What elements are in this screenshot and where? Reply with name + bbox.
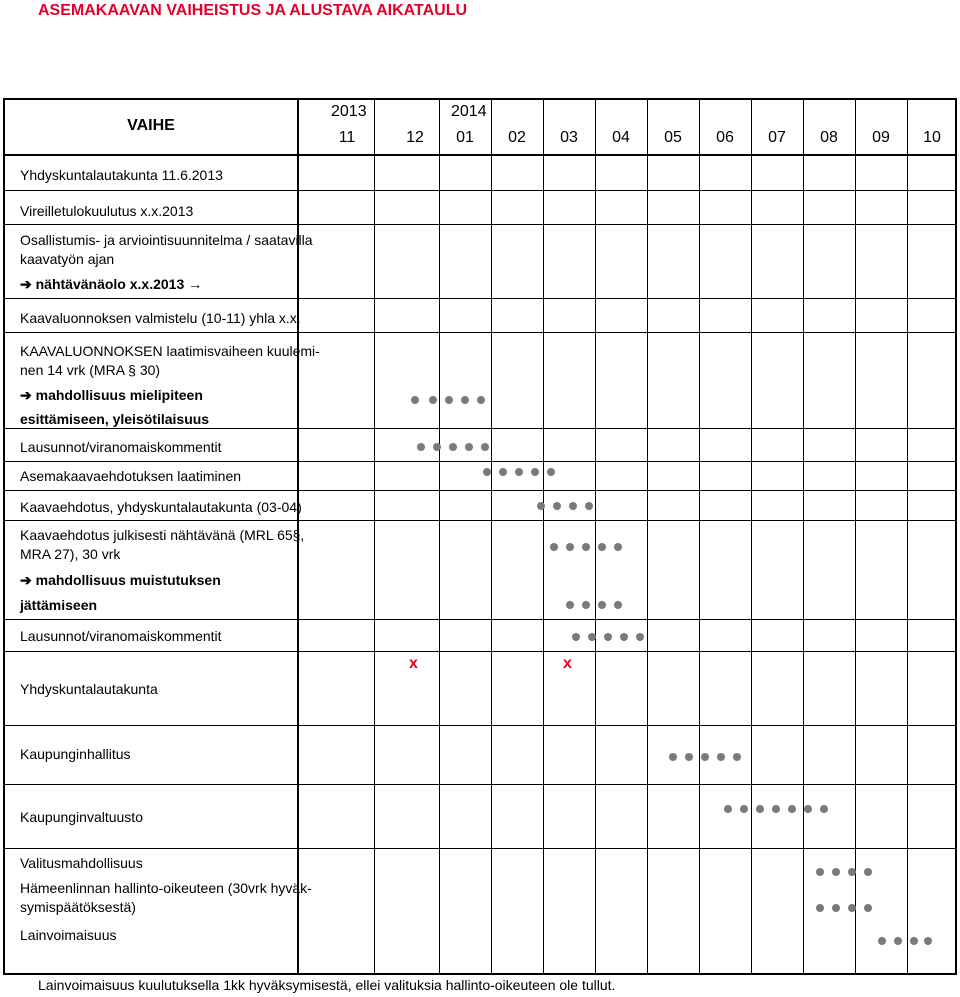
- month-header: 12: [406, 129, 424, 146]
- phase-label: ➔ mahdollisuus muistutuksen: [20, 572, 221, 588]
- month-header: 08: [820, 129, 838, 146]
- phase-label: Lausunnot/viranomaiskommentit: [20, 439, 222, 455]
- month-header: 02: [508, 129, 526, 146]
- schedule-dot: [417, 443, 425, 451]
- schedule-dot: [572, 633, 580, 641]
- column-divider: [543, 100, 544, 973]
- schedule-dot: [411, 396, 419, 404]
- schedule-dot: [449, 443, 457, 451]
- column-divider: [595, 100, 596, 973]
- phase-label: KAAVALUONNOKSEN laatimisvaiheen kuulemi-: [20, 343, 320, 359]
- schedule-dot: [553, 502, 561, 510]
- schedule-dot: [588, 633, 596, 641]
- phase-label: symispäätöksestä): [20, 899, 136, 915]
- row-divider: [5, 190, 955, 191]
- year-header-2013: 2013: [331, 103, 367, 120]
- meeting-mark: x: [563, 655, 572, 672]
- schedule-dot: [816, 868, 824, 876]
- row-divider: [5, 784, 955, 785]
- schedule-dot: [614, 601, 622, 609]
- schedule-dot: [481, 443, 489, 451]
- schedule-dot: [832, 904, 840, 912]
- phase-label: Kaupunginvaltuusto: [20, 809, 143, 825]
- month-header: 04: [612, 129, 630, 146]
- phase-label: Asemakaavaehdotuksen laatiminen: [20, 468, 242, 484]
- schedule-dot: [832, 868, 840, 876]
- row-divider: [5, 490, 955, 491]
- column-divider: [803, 100, 804, 973]
- schedule-dot: [598, 543, 606, 551]
- schedule-dot: [499, 468, 507, 476]
- schedule-dot: [756, 805, 764, 813]
- phase-label: Hämeenlinnan hallinto-oikeuteen (30vrk hyväk-: [20, 880, 312, 896]
- column-divider: [439, 100, 440, 973]
- schedule-dot: [820, 805, 828, 813]
- schedule-dot: [788, 805, 796, 813]
- schedule-dot: [685, 753, 693, 761]
- schedule-dot: [701, 753, 709, 761]
- month-header: 09: [872, 129, 890, 146]
- phase-label: Kaupunginhallitus: [20, 746, 131, 762]
- row-divider: [5, 651, 955, 652]
- phase-label: Vireilletulokuulutus x.x.2013: [20, 203, 194, 219]
- schedule-dot: [669, 753, 677, 761]
- schedule-dot: [724, 805, 732, 813]
- column-divider: [907, 100, 908, 973]
- month-header: 05: [664, 129, 682, 146]
- page-title: ASEMAKAAVAN VAIHEISTUS JA ALUSTAVA AIKATAULU: [38, 2, 468, 19]
- phase-label: ➔ nähtävänäolo x.x.2013 →: [20, 276, 203, 292]
- schedule-dot: [531, 468, 539, 476]
- schedule-dot: [804, 805, 812, 813]
- schedule-dot: [585, 502, 593, 510]
- schedule-dot: [477, 396, 485, 404]
- phase-label: Lausunnot/viranomaiskommentit: [20, 628, 222, 644]
- schedule-dot: [740, 805, 748, 813]
- schedule-dot: [445, 396, 453, 404]
- phase-label: Yhdyskuntalautakunta: [20, 681, 158, 697]
- phase-label: Osallistumis- ja arviointisuunnitelma / saatavilla: [20, 232, 313, 248]
- schedule-table: [3, 98, 957, 975]
- schedule-dot: [620, 633, 628, 641]
- phase-label: MRA 27), 30 vrk: [20, 546, 121, 562]
- schedule-dot: [604, 633, 612, 641]
- schedule-dot: [816, 904, 824, 912]
- column-divider: [699, 100, 700, 973]
- row-divider: [5, 224, 955, 225]
- month-header: 07: [768, 129, 786, 146]
- year-header-2014: 2014: [451, 103, 487, 120]
- phase-label: Valitusmahdollisuus: [20, 855, 143, 871]
- header-divider: [5, 154, 955, 156]
- phase-label: nen 14 vrk (MRA § 30): [20, 362, 161, 378]
- schedule-dot: [733, 753, 741, 761]
- row-divider: [5, 332, 955, 333]
- schedule-dot: [717, 753, 725, 761]
- schedule-dot: [582, 601, 590, 609]
- schedule-dot: [772, 805, 780, 813]
- schedule-dot: [465, 443, 473, 451]
- phase-label: ➔ mahdollisuus mielipiteen: [20, 387, 203, 403]
- schedule-dot: [547, 468, 555, 476]
- schedule-dot: [910, 937, 918, 945]
- schedule-dot: [636, 633, 644, 641]
- column-divider: [491, 100, 492, 973]
- meeting-mark: x: [409, 655, 418, 672]
- schedule-dot: [878, 937, 886, 945]
- column-divider: [647, 100, 648, 973]
- phase-label: Kaavaehdotus, yhdyskuntalautakunta (03-04): [20, 499, 302, 515]
- phase-label: Yhdyskuntalautakunta 11.6.2013: [20, 167, 223, 183]
- month-header: 03: [560, 129, 578, 146]
- row-divider: [5, 848, 955, 849]
- schedule-dot: [566, 601, 574, 609]
- row-divider: [5, 619, 955, 620]
- schedule-dot: [848, 868, 856, 876]
- month-header: 10: [923, 129, 941, 146]
- schedule-dot: [894, 937, 902, 945]
- month-header: 06: [716, 129, 734, 146]
- schedule-dot: [598, 601, 606, 609]
- schedule-dot: [433, 443, 441, 451]
- phase-label: esittämiseen, yleisötilaisuus: [20, 411, 210, 427]
- schedule-dot: [537, 502, 545, 510]
- row-divider: [5, 298, 955, 299]
- schedule-dot: [483, 468, 491, 476]
- phase-label: Lainvoimaisuus: [20, 927, 117, 943]
- month-header: 01: [456, 129, 474, 146]
- schedule-dot: [566, 543, 574, 551]
- footer-note: Lainvoimaisuus kuulutuksella 1kk hyväksymisestä, ellei valituksia hallinto-oikeuteen ole tullut.: [38, 977, 616, 993]
- schedule-dot: [569, 502, 577, 510]
- schedule-dot: [864, 868, 872, 876]
- schedule-dot: [924, 937, 932, 945]
- column-divider: [855, 100, 856, 973]
- schedule-dot: [515, 468, 523, 476]
- schedule-dot: [550, 543, 558, 551]
- phase-label: Kaavaluonnoksen valmistelu (10-11) yhla x.x.: [20, 310, 301, 326]
- row-divider: [5, 461, 955, 462]
- row-divider: [5, 725, 955, 726]
- column-divider: [751, 100, 752, 973]
- schedule-dot: [614, 543, 622, 551]
- month-header: 11: [338, 129, 356, 146]
- phase-label: kaavatyön ajan: [20, 251, 115, 267]
- phase-label: Kaavaehdotus julkisesti nähtävänä (MRL 65§,: [20, 527, 305, 543]
- schedule-dot: [461, 396, 469, 404]
- schedule-dot: [848, 904, 856, 912]
- schedule-dot: [429, 396, 437, 404]
- schedule-dot: [864, 904, 872, 912]
- row-divider: [5, 520, 955, 521]
- schedule-dot: [582, 543, 590, 551]
- column-divider: [374, 100, 375, 973]
- phase-label: jättämiseen: [20, 597, 98, 613]
- phase-header: VAIHE: [127, 117, 175, 134]
